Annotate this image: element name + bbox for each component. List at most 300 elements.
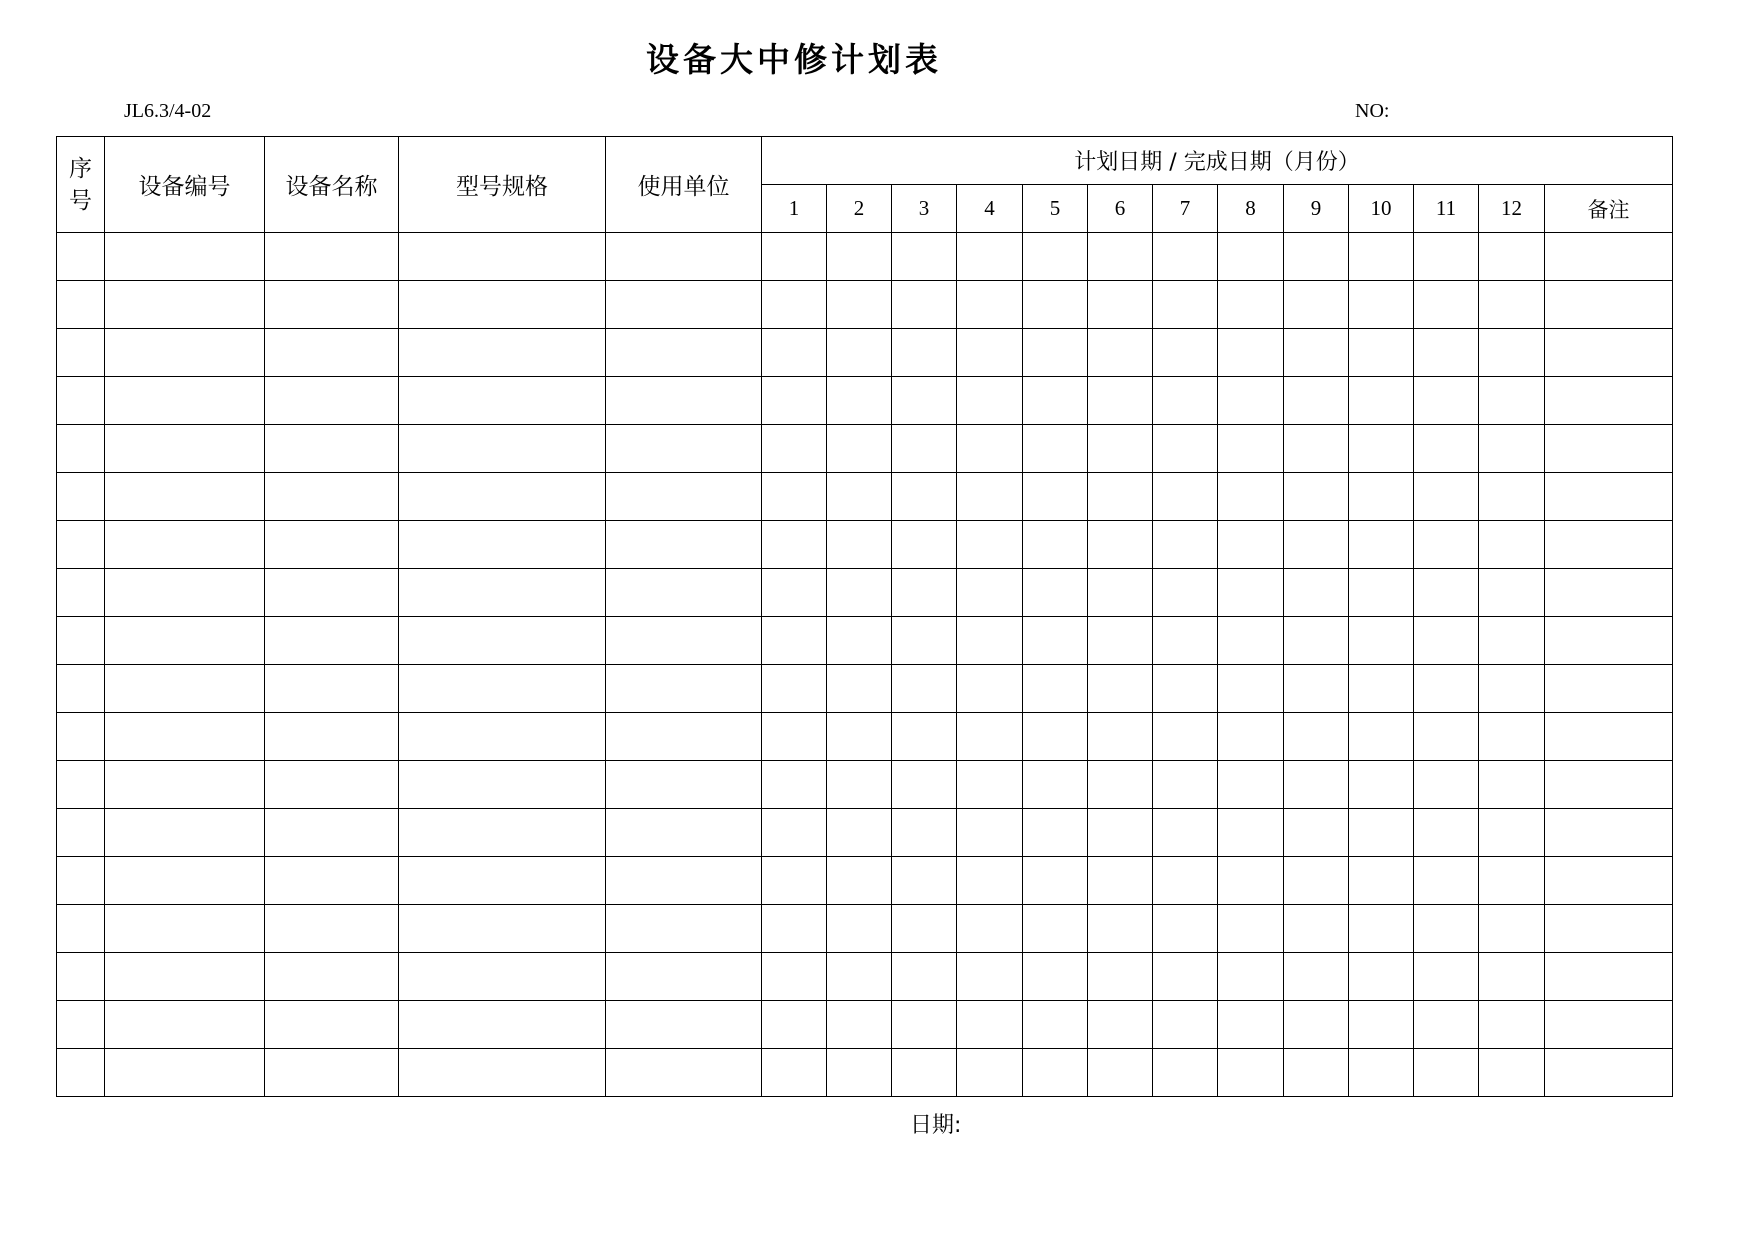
table-cell[interactable] xyxy=(1088,761,1153,809)
table-cell[interactable] xyxy=(606,1001,762,1049)
table-cell[interactable] xyxy=(1088,905,1153,953)
table-cell[interactable] xyxy=(1349,617,1414,665)
table-cell[interactable] xyxy=(265,665,399,713)
table-cell[interactable] xyxy=(1284,521,1349,569)
table-cell[interactable] xyxy=(1414,521,1479,569)
table-cell[interactable] xyxy=(1218,1001,1284,1049)
table-cell[interactable] xyxy=(1545,329,1673,377)
table-cell[interactable] xyxy=(762,281,827,329)
table-cell[interactable] xyxy=(1218,281,1284,329)
table-cell[interactable] xyxy=(265,905,399,953)
table-cell[interactable] xyxy=(57,809,105,857)
table-cell[interactable] xyxy=(1545,953,1673,1001)
table-cell[interactable] xyxy=(399,713,606,761)
table-cell[interactable] xyxy=(105,329,265,377)
table-cell[interactable] xyxy=(1349,1049,1414,1097)
table-cell[interactable] xyxy=(1023,521,1088,569)
table-cell[interactable] xyxy=(1349,329,1414,377)
table-cell[interactable] xyxy=(1349,761,1414,809)
table-cell[interactable] xyxy=(265,857,399,905)
table-cell[interactable] xyxy=(606,473,762,521)
table-cell[interactable] xyxy=(57,713,105,761)
table-cell[interactable] xyxy=(1023,953,1088,1001)
table-cell[interactable] xyxy=(1284,569,1349,617)
table-cell[interactable] xyxy=(57,281,105,329)
table-cell[interactable] xyxy=(1349,953,1414,1001)
table-cell[interactable] xyxy=(399,377,606,425)
table-cell[interactable] xyxy=(892,473,957,521)
table-cell[interactable] xyxy=(1153,617,1218,665)
table-cell[interactable] xyxy=(265,281,399,329)
table-cell[interactable] xyxy=(1284,1049,1349,1097)
table-cell[interactable] xyxy=(957,665,1023,713)
table-cell[interactable] xyxy=(265,1001,399,1049)
table-cell[interactable] xyxy=(957,761,1023,809)
table-cell[interactable] xyxy=(1545,1049,1673,1097)
table-cell[interactable] xyxy=(606,713,762,761)
table-cell[interactable] xyxy=(1414,233,1479,281)
table-cell[interactable] xyxy=(1349,713,1414,761)
table-cell[interactable] xyxy=(762,569,827,617)
table-cell[interactable] xyxy=(827,425,892,473)
table-cell[interactable] xyxy=(1088,233,1153,281)
table-cell[interactable] xyxy=(957,713,1023,761)
table-cell[interactable] xyxy=(105,473,265,521)
table-cell[interactable] xyxy=(399,761,606,809)
table-cell[interactable] xyxy=(57,1049,105,1097)
table-cell[interactable] xyxy=(265,521,399,569)
table-cell[interactable] xyxy=(1023,473,1088,521)
table-cell[interactable] xyxy=(1414,377,1479,425)
table-cell[interactable] xyxy=(57,1001,105,1049)
table-cell[interactable] xyxy=(606,857,762,905)
table-cell[interactable] xyxy=(1284,809,1349,857)
table-cell[interactable] xyxy=(105,857,265,905)
table-cell[interactable] xyxy=(762,665,827,713)
table-cell[interactable] xyxy=(762,1001,827,1049)
table-cell[interactable] xyxy=(57,857,105,905)
table-cell[interactable] xyxy=(957,521,1023,569)
table-cell[interactable] xyxy=(57,617,105,665)
table-cell[interactable] xyxy=(892,905,957,953)
table-cell[interactable] xyxy=(105,1049,265,1097)
table-cell[interactable] xyxy=(827,473,892,521)
table-cell[interactable] xyxy=(57,761,105,809)
table-cell[interactable] xyxy=(1153,425,1218,473)
table-cell[interactable] xyxy=(57,521,105,569)
table-cell[interactable] xyxy=(1153,665,1218,713)
table-cell[interactable] xyxy=(399,905,606,953)
table-cell[interactable] xyxy=(105,665,265,713)
table-cell[interactable] xyxy=(1218,713,1284,761)
table-cell[interactable] xyxy=(1023,1001,1088,1049)
table-cell[interactable] xyxy=(265,233,399,281)
table-cell[interactable] xyxy=(762,809,827,857)
table-cell[interactable] xyxy=(57,329,105,377)
table-cell[interactable] xyxy=(105,809,265,857)
table-cell[interactable] xyxy=(892,377,957,425)
table-cell[interactable] xyxy=(827,953,892,1001)
table-cell[interactable] xyxy=(957,1001,1023,1049)
table-cell[interactable] xyxy=(265,617,399,665)
table-cell[interactable] xyxy=(957,233,1023,281)
table-cell[interactable] xyxy=(606,953,762,1001)
table-cell[interactable] xyxy=(57,905,105,953)
table-cell[interactable] xyxy=(1479,905,1545,953)
table-cell[interactable] xyxy=(1153,329,1218,377)
table-cell[interactable] xyxy=(1153,377,1218,425)
table-cell[interactable] xyxy=(105,569,265,617)
table-cell[interactable] xyxy=(606,617,762,665)
table-cell[interactable] xyxy=(827,857,892,905)
table-cell[interactable] xyxy=(105,905,265,953)
table-cell[interactable] xyxy=(57,953,105,1001)
table-cell[interactable] xyxy=(57,425,105,473)
table-cell[interactable] xyxy=(57,665,105,713)
table-cell[interactable] xyxy=(1218,329,1284,377)
table-cell[interactable] xyxy=(1414,425,1479,473)
table-cell[interactable] xyxy=(105,425,265,473)
table-cell[interactable] xyxy=(1088,377,1153,425)
table-cell[interactable] xyxy=(1218,521,1284,569)
table-cell[interactable] xyxy=(105,617,265,665)
table-cell[interactable] xyxy=(1545,809,1673,857)
table-cell[interactable] xyxy=(1218,377,1284,425)
table-cell[interactable] xyxy=(1218,569,1284,617)
table-cell[interactable] xyxy=(1479,425,1545,473)
table-cell[interactable] xyxy=(1088,425,1153,473)
table-cell[interactable] xyxy=(892,809,957,857)
table-cell[interactable] xyxy=(1153,233,1218,281)
table-cell[interactable] xyxy=(1284,233,1349,281)
table-cell[interactable] xyxy=(399,329,606,377)
table-cell[interactable] xyxy=(265,1049,399,1097)
table-cell[interactable] xyxy=(1479,953,1545,1001)
table-cell[interactable] xyxy=(1218,905,1284,953)
table-cell[interactable] xyxy=(1153,1001,1218,1049)
table-cell[interactable] xyxy=(892,233,957,281)
table-cell[interactable] xyxy=(1088,1001,1153,1049)
table-cell[interactable] xyxy=(1153,473,1218,521)
table-cell[interactable] xyxy=(762,1049,827,1097)
table-cell[interactable] xyxy=(1023,665,1088,713)
table-cell[interactable] xyxy=(892,425,957,473)
table-cell[interactable] xyxy=(1153,1049,1218,1097)
table-cell[interactable] xyxy=(1414,473,1479,521)
table-cell[interactable] xyxy=(1349,905,1414,953)
table-cell[interactable] xyxy=(1023,761,1088,809)
table-cell[interactable] xyxy=(1545,281,1673,329)
table-cell[interactable] xyxy=(957,377,1023,425)
table-cell[interactable] xyxy=(957,905,1023,953)
table-cell[interactable] xyxy=(1545,569,1673,617)
table-cell[interactable] xyxy=(105,953,265,1001)
table-cell[interactable] xyxy=(892,761,957,809)
table-cell[interactable] xyxy=(1545,665,1673,713)
table-cell[interactable] xyxy=(399,1049,606,1097)
table-cell[interactable] xyxy=(1153,905,1218,953)
table-cell[interactable] xyxy=(1088,713,1153,761)
table-cell[interactable] xyxy=(1218,233,1284,281)
table-cell[interactable] xyxy=(1545,617,1673,665)
table-cell[interactable] xyxy=(1088,953,1153,1001)
table-cell[interactable] xyxy=(1153,761,1218,809)
table-cell[interactable] xyxy=(265,377,399,425)
table-cell[interactable] xyxy=(1349,665,1414,713)
table-cell[interactable] xyxy=(105,233,265,281)
table-cell[interactable] xyxy=(105,281,265,329)
table-cell[interactable] xyxy=(762,377,827,425)
table-cell[interactable] xyxy=(105,521,265,569)
table-cell[interactable] xyxy=(827,521,892,569)
table-cell[interactable] xyxy=(892,1001,957,1049)
table-cell[interactable] xyxy=(762,473,827,521)
table-cell[interactable] xyxy=(399,809,606,857)
table-cell[interactable] xyxy=(1284,905,1349,953)
table-cell[interactable] xyxy=(1349,473,1414,521)
table-cell[interactable] xyxy=(1479,329,1545,377)
table-cell[interactable] xyxy=(57,233,105,281)
table-cell[interactable] xyxy=(957,425,1023,473)
table-cell[interactable] xyxy=(1153,809,1218,857)
table-cell[interactable] xyxy=(827,665,892,713)
table-cell[interactable] xyxy=(1349,809,1414,857)
table-cell[interactable] xyxy=(606,281,762,329)
table-cell[interactable] xyxy=(892,953,957,1001)
table-cell[interactable] xyxy=(1545,761,1673,809)
table-cell[interactable] xyxy=(1479,665,1545,713)
table-cell[interactable] xyxy=(1479,1049,1545,1097)
table-cell[interactable] xyxy=(1218,473,1284,521)
table-cell[interactable] xyxy=(1479,233,1545,281)
table-cell[interactable] xyxy=(1414,713,1479,761)
table-cell[interactable] xyxy=(265,713,399,761)
table-cell[interactable] xyxy=(1284,953,1349,1001)
table-cell[interactable] xyxy=(606,569,762,617)
table-cell[interactable] xyxy=(1479,473,1545,521)
table-cell[interactable] xyxy=(1479,377,1545,425)
table-cell[interactable] xyxy=(1023,569,1088,617)
table-cell[interactable] xyxy=(265,425,399,473)
table-cell[interactable] xyxy=(827,809,892,857)
table-cell[interactable] xyxy=(892,521,957,569)
table-cell[interactable] xyxy=(762,761,827,809)
table-cell[interactable] xyxy=(1023,425,1088,473)
table-cell[interactable] xyxy=(957,281,1023,329)
table-cell[interactable] xyxy=(1023,281,1088,329)
table-cell[interactable] xyxy=(1414,617,1479,665)
table-cell[interactable] xyxy=(892,569,957,617)
table-cell[interactable] xyxy=(57,473,105,521)
table-cell[interactable] xyxy=(827,905,892,953)
table-cell[interactable] xyxy=(957,569,1023,617)
table-cell[interactable] xyxy=(827,761,892,809)
table-cell[interactable] xyxy=(1545,713,1673,761)
table-cell[interactable] xyxy=(1545,473,1673,521)
table-cell[interactable] xyxy=(762,617,827,665)
table-cell[interactable] xyxy=(1414,953,1479,1001)
table-cell[interactable] xyxy=(1414,857,1479,905)
table-cell[interactable] xyxy=(606,521,762,569)
table-cell[interactable] xyxy=(827,617,892,665)
table-cell[interactable] xyxy=(1414,665,1479,713)
table-cell[interactable] xyxy=(1218,809,1284,857)
table-cell[interactable] xyxy=(399,473,606,521)
table-cell[interactable] xyxy=(606,233,762,281)
table-cell[interactable] xyxy=(265,761,399,809)
table-cell[interactable] xyxy=(1479,281,1545,329)
table-cell[interactable] xyxy=(399,521,606,569)
table-cell[interactable] xyxy=(1479,713,1545,761)
table-cell[interactable] xyxy=(1479,857,1545,905)
table-cell[interactable] xyxy=(1479,569,1545,617)
table-cell[interactable] xyxy=(1414,905,1479,953)
table-cell[interactable] xyxy=(892,1049,957,1097)
table-cell[interactable] xyxy=(1349,377,1414,425)
table-cell[interactable] xyxy=(1218,857,1284,905)
table-cell[interactable] xyxy=(1088,857,1153,905)
table-cell[interactable] xyxy=(399,665,606,713)
table-cell[interactable] xyxy=(1479,521,1545,569)
table-cell[interactable] xyxy=(827,233,892,281)
table-cell[interactable] xyxy=(606,1049,762,1097)
table-cell[interactable] xyxy=(1545,857,1673,905)
table-cell[interactable] xyxy=(762,425,827,473)
table-cell[interactable] xyxy=(1284,377,1349,425)
table-cell[interactable] xyxy=(1414,1001,1479,1049)
table-cell[interactable] xyxy=(105,713,265,761)
table-cell[interactable] xyxy=(1153,281,1218,329)
table-cell[interactable] xyxy=(606,905,762,953)
table-cell[interactable] xyxy=(892,281,957,329)
table-cell[interactable] xyxy=(399,857,606,905)
table-cell[interactable] xyxy=(827,713,892,761)
table-cell[interactable] xyxy=(1349,281,1414,329)
table-cell[interactable] xyxy=(762,521,827,569)
table-cell[interactable] xyxy=(1088,569,1153,617)
table-cell[interactable] xyxy=(1023,809,1088,857)
table-cell[interactable] xyxy=(1088,617,1153,665)
table-cell[interactable] xyxy=(105,377,265,425)
table-cell[interactable] xyxy=(892,857,957,905)
table-cell[interactable] xyxy=(265,809,399,857)
table-cell[interactable] xyxy=(1414,761,1479,809)
table-cell[interactable] xyxy=(1284,857,1349,905)
table-cell[interactable] xyxy=(399,281,606,329)
table-cell[interactable] xyxy=(1349,569,1414,617)
table-cell[interactable] xyxy=(1284,1001,1349,1049)
table-cell[interactable] xyxy=(1284,281,1349,329)
table-cell[interactable] xyxy=(57,377,105,425)
table-cell[interactable] xyxy=(762,233,827,281)
table-cell[interactable] xyxy=(1414,329,1479,377)
table-cell[interactable] xyxy=(1414,569,1479,617)
table-cell[interactable] xyxy=(1023,233,1088,281)
table-cell[interactable] xyxy=(1349,521,1414,569)
table-cell[interactable] xyxy=(957,617,1023,665)
table-cell[interactable] xyxy=(1545,233,1673,281)
table-cell[interactable] xyxy=(1349,1001,1414,1049)
table-cell[interactable] xyxy=(1088,473,1153,521)
table-cell[interactable] xyxy=(399,953,606,1001)
table-cell[interactable] xyxy=(827,1049,892,1097)
table-cell[interactable] xyxy=(1218,761,1284,809)
table-cell[interactable] xyxy=(606,809,762,857)
table-cell[interactable] xyxy=(1023,617,1088,665)
table-cell[interactable] xyxy=(399,569,606,617)
table-cell[interactable] xyxy=(827,569,892,617)
table-cell[interactable] xyxy=(1479,1001,1545,1049)
table-cell[interactable] xyxy=(762,713,827,761)
table-cell[interactable] xyxy=(57,569,105,617)
table-cell[interactable] xyxy=(1088,1049,1153,1097)
table-cell[interactable] xyxy=(957,809,1023,857)
table-cell[interactable] xyxy=(1218,665,1284,713)
table-cell[interactable] xyxy=(1153,953,1218,1001)
table-cell[interactable] xyxy=(762,857,827,905)
table-cell[interactable] xyxy=(606,665,762,713)
table-cell[interactable] xyxy=(606,761,762,809)
table-cell[interactable] xyxy=(892,329,957,377)
table-cell[interactable] xyxy=(399,425,606,473)
table-cell[interactable] xyxy=(1545,521,1673,569)
table-cell[interactable] xyxy=(265,569,399,617)
table-cell[interactable] xyxy=(606,425,762,473)
table-cell[interactable] xyxy=(399,1001,606,1049)
table-cell[interactable] xyxy=(762,329,827,377)
table-cell[interactable] xyxy=(957,953,1023,1001)
table-cell[interactable] xyxy=(957,329,1023,377)
table-cell[interactable] xyxy=(399,233,606,281)
table-cell[interactable] xyxy=(1349,425,1414,473)
table-cell[interactable] xyxy=(1479,617,1545,665)
table-cell[interactable] xyxy=(1023,329,1088,377)
table-cell[interactable] xyxy=(1545,1001,1673,1049)
table-cell[interactable] xyxy=(1023,713,1088,761)
table-cell[interactable] xyxy=(1218,953,1284,1001)
table-cell[interactable] xyxy=(827,281,892,329)
table-cell[interactable] xyxy=(1023,857,1088,905)
table-cell[interactable] xyxy=(957,1049,1023,1097)
table-cell[interactable] xyxy=(1088,281,1153,329)
table-cell[interactable] xyxy=(1349,857,1414,905)
table-cell[interactable] xyxy=(1284,329,1349,377)
table-cell[interactable] xyxy=(957,473,1023,521)
table-cell[interactable] xyxy=(827,329,892,377)
table-cell[interactable] xyxy=(892,665,957,713)
table-cell[interactable] xyxy=(762,953,827,1001)
table-cell[interactable] xyxy=(957,857,1023,905)
table-cell[interactable] xyxy=(265,473,399,521)
table-cell[interactable] xyxy=(265,953,399,1001)
table-cell[interactable] xyxy=(1284,617,1349,665)
table-cell[interactable] xyxy=(1545,377,1673,425)
table-cell[interactable] xyxy=(1284,761,1349,809)
table-cell[interactable] xyxy=(105,761,265,809)
table-cell[interactable] xyxy=(1153,713,1218,761)
table-cell[interactable] xyxy=(892,617,957,665)
table-cell[interactable] xyxy=(1414,809,1479,857)
table-cell[interactable] xyxy=(1088,329,1153,377)
table-cell[interactable] xyxy=(1218,425,1284,473)
table-cell[interactable] xyxy=(827,1001,892,1049)
table-cell[interactable] xyxy=(1088,809,1153,857)
table-cell[interactable] xyxy=(1153,857,1218,905)
table-cell[interactable] xyxy=(1414,1049,1479,1097)
table-cell[interactable] xyxy=(827,377,892,425)
table-cell[interactable] xyxy=(1088,665,1153,713)
table-cell[interactable] xyxy=(1284,713,1349,761)
